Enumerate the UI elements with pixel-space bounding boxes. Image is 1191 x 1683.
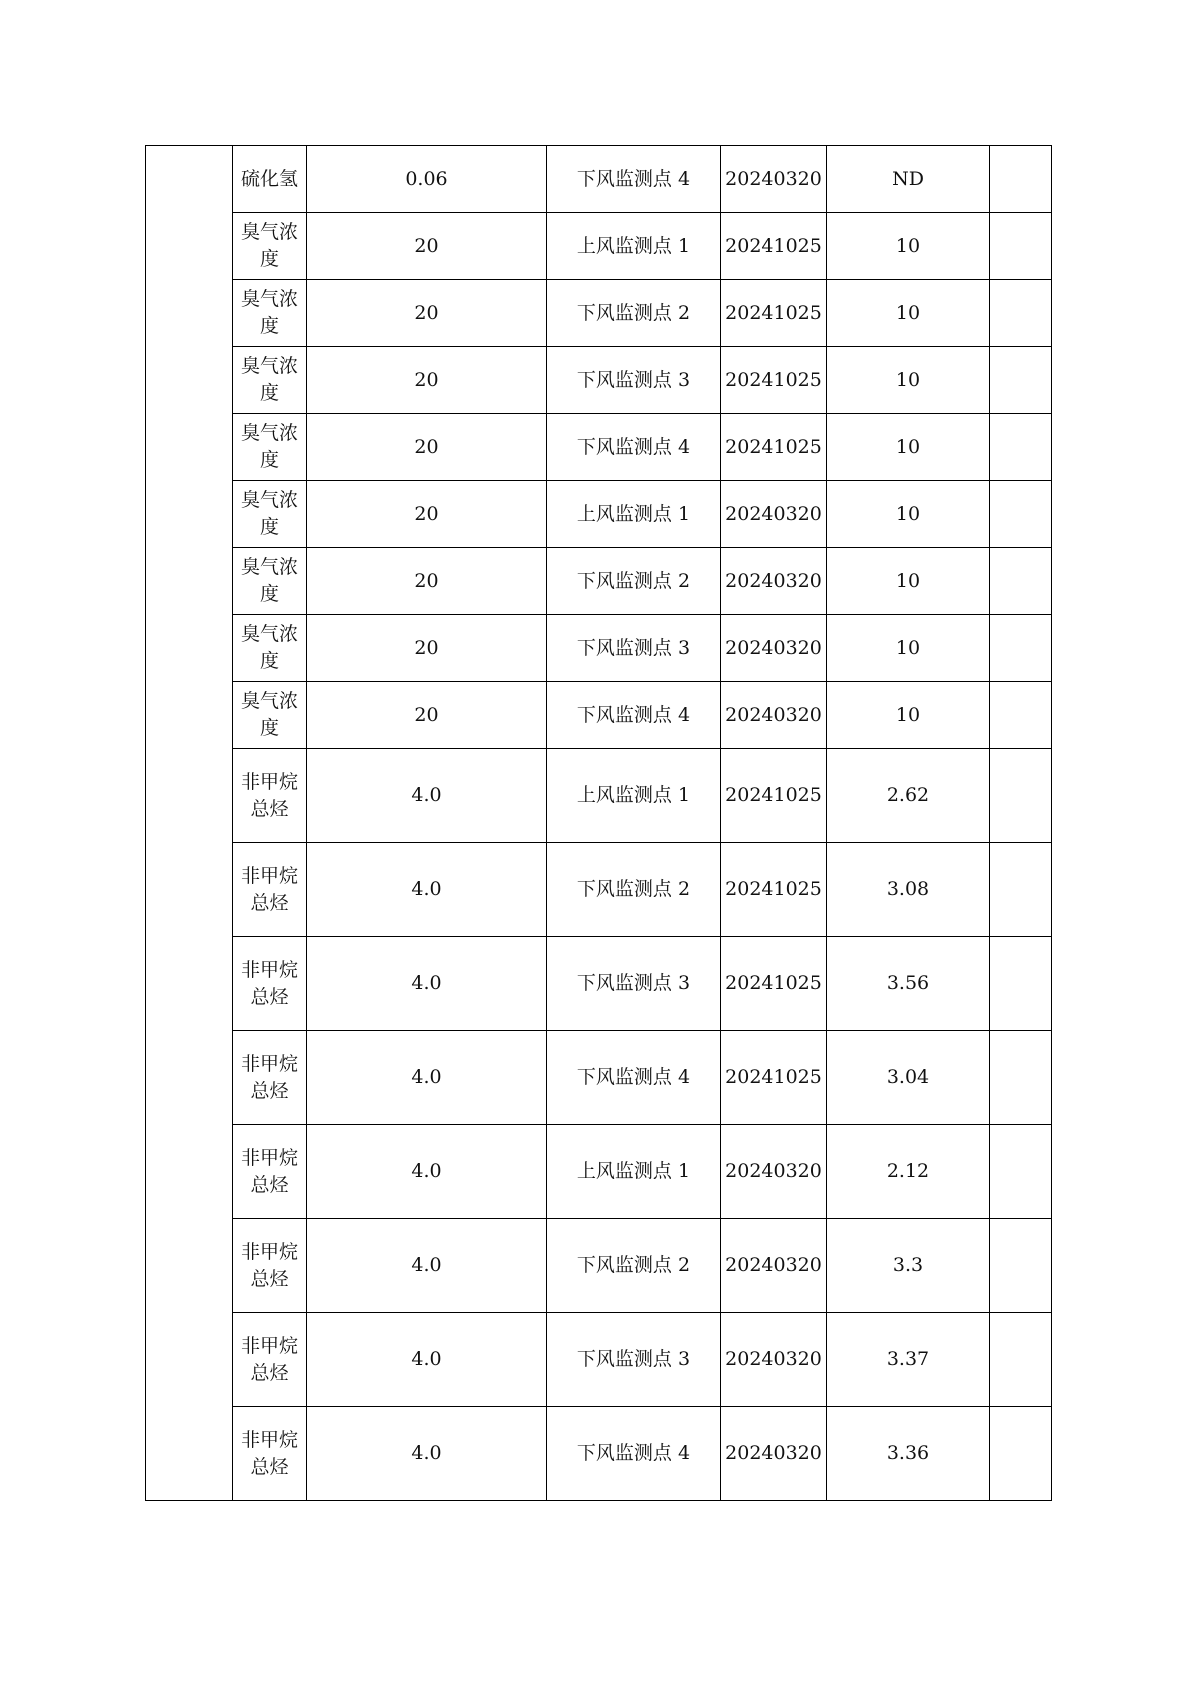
date-cell: 20240320 <box>721 682 827 749</box>
date-cell: 20241025 <box>721 347 827 414</box>
monitoring-table <box>145 145 1052 1501</box>
pollutant-cell: 臭气浓度 <box>233 213 307 280</box>
date-cell: 20241025 <box>721 280 827 347</box>
date-cell: 20241025 <box>721 1031 827 1125</box>
limit-cell: 4.0 <box>307 1125 547 1219</box>
table-row <box>146 1407 1052 1501</box>
table-row <box>146 548 1052 615</box>
pollutant-cell: 非甲烷总烃 <box>233 1407 307 1501</box>
table-row <box>146 682 1052 749</box>
limit-cell: 4.0 <box>307 937 547 1031</box>
table-row <box>146 1219 1052 1313</box>
result-cell: 10 <box>827 280 990 347</box>
monitoring-point-cell: 上风监测点 1 <box>547 1125 721 1219</box>
remark-cell <box>990 843 1052 937</box>
monitoring-point-cell: 下风监测点 4 <box>547 146 721 213</box>
monitoring-point-cell: 下风监测点 3 <box>547 1313 721 1407</box>
limit-cell: 20 <box>307 213 547 280</box>
date-cell: 20240320 <box>721 548 827 615</box>
pollutant-cell: 臭气浓度 <box>233 481 307 548</box>
remark-cell <box>990 937 1052 1031</box>
remark-cell <box>990 1219 1052 1313</box>
monitoring-point-cell: 下风监测点 4 <box>547 414 721 481</box>
remark-cell <box>990 414 1052 481</box>
pollutant-cell: 臭气浓度 <box>233 548 307 615</box>
date-cell: 20241025 <box>721 749 827 843</box>
limit-cell: 20 <box>307 481 547 548</box>
table-row <box>146 481 1052 548</box>
table-row <box>146 1125 1052 1219</box>
monitoring-point-cell: 上风监测点 1 <box>547 213 721 280</box>
date-cell: 20241025 <box>721 213 827 280</box>
monitoring-point-cell: 下风监测点 3 <box>547 615 721 682</box>
result-cell: 3.04 <box>827 1031 990 1125</box>
limit-cell: 4.0 <box>307 1219 547 1313</box>
limit-cell: 4.0 <box>307 843 547 937</box>
monitoring-point-cell: 下风监测点 2 <box>547 548 721 615</box>
monitoring-point-cell: 下风监测点 2 <box>547 280 721 347</box>
remark-cell <box>990 615 1052 682</box>
date-cell: 20241025 <box>721 843 827 937</box>
result-cell: 10 <box>827 548 990 615</box>
result-cell: 2.62 <box>827 749 990 843</box>
remark-cell <box>990 146 1052 213</box>
group-cell <box>146 146 233 1501</box>
table-row <box>146 843 1052 937</box>
result-cell: 3.56 <box>827 937 990 1031</box>
table-row <box>146 280 1052 347</box>
result-cell: 3.3 <box>827 1219 990 1313</box>
pollutant-cell: 非甲烷总烃 <box>233 1031 307 1125</box>
monitoring-point-cell: 上风监测点 1 <box>547 481 721 548</box>
remark-cell <box>990 280 1052 347</box>
result-cell: 10 <box>827 414 990 481</box>
limit-cell: 4.0 <box>307 1313 547 1407</box>
monitoring-point-cell: 下风监测点 3 <box>547 937 721 1031</box>
result-cell: 10 <box>827 481 990 548</box>
remark-cell <box>990 548 1052 615</box>
table-row <box>146 1313 1052 1407</box>
result-cell: 10 <box>827 615 990 682</box>
limit-cell: 20 <box>307 615 547 682</box>
date-cell: 20241025 <box>721 414 827 481</box>
date-cell: 20241025 <box>721 937 827 1031</box>
pollutant-cell: 非甲烷总烃 <box>233 1125 307 1219</box>
result-cell: 2.12 <box>827 1125 990 1219</box>
monitoring-point-cell: 上风监测点 1 <box>547 749 721 843</box>
limit-cell: 20 <box>307 414 547 481</box>
monitoring-point-cell: 下风监测点 4 <box>547 1031 721 1125</box>
limit-cell: 20 <box>307 347 547 414</box>
table-row <box>146 749 1052 843</box>
remark-cell <box>990 682 1052 749</box>
date-cell: 20240320 <box>721 146 827 213</box>
limit-cell: 4.0 <box>307 1031 547 1125</box>
result-cell: 3.37 <box>827 1313 990 1407</box>
table-row <box>146 414 1052 481</box>
result-cell: ND <box>827 146 990 213</box>
table-row <box>146 615 1052 682</box>
pollutant-cell: 非甲烷总烃 <box>233 937 307 1031</box>
table-row <box>146 347 1052 414</box>
remark-cell <box>990 1031 1052 1125</box>
date-cell: 20240320 <box>721 1219 827 1313</box>
result-cell: 10 <box>827 347 990 414</box>
remark-cell <box>990 749 1052 843</box>
limit-cell: 4.0 <box>307 749 547 843</box>
pollutant-cell: 臭气浓度 <box>233 347 307 414</box>
remark-cell <box>990 1125 1052 1219</box>
monitoring-point-cell: 下风监测点 4 <box>547 682 721 749</box>
pollutant-cell: 硫化氢 <box>233 146 307 213</box>
pollutant-cell: 非甲烷总烃 <box>233 843 307 937</box>
result-cell: 3.08 <box>827 843 990 937</box>
table-row <box>146 1031 1052 1125</box>
table-row <box>146 146 1052 213</box>
remark-cell <box>990 213 1052 280</box>
pollutant-cell: 臭气浓度 <box>233 615 307 682</box>
remark-cell <box>990 347 1052 414</box>
result-cell: 10 <box>827 213 990 280</box>
result-cell: 10 <box>827 682 990 749</box>
monitoring-point-cell: 下风监测点 2 <box>547 1219 721 1313</box>
monitoring-point-cell: 下风监测点 4 <box>547 1407 721 1501</box>
pollutant-cell: 臭气浓度 <box>233 280 307 347</box>
remark-cell <box>990 1313 1052 1407</box>
monitoring-point-cell: 下风监测点 3 <box>547 347 721 414</box>
table-row <box>146 213 1052 280</box>
pollutant-cell: 非甲烷总烃 <box>233 1313 307 1407</box>
limit-cell: 0.06 <box>307 146 547 213</box>
date-cell: 20240320 <box>721 615 827 682</box>
pollutant-cell: 非甲烷总烃 <box>233 749 307 843</box>
date-cell: 20240320 <box>721 1313 827 1407</box>
limit-cell: 20 <box>307 548 547 615</box>
pollutant-cell: 非甲烷总烃 <box>233 1219 307 1313</box>
pollutant-cell: 臭气浓度 <box>233 414 307 481</box>
date-cell: 20240320 <box>721 1407 827 1501</box>
monitoring-point-cell: 下风监测点 2 <box>547 843 721 937</box>
pollutant-cell: 臭气浓度 <box>233 682 307 749</box>
table-row <box>146 937 1052 1031</box>
remark-cell <box>990 481 1052 548</box>
limit-cell: 20 <box>307 280 547 347</box>
date-cell: 20240320 <box>721 1125 827 1219</box>
result-cell: 3.36 <box>827 1407 990 1501</box>
limit-cell: 4.0 <box>307 1407 547 1501</box>
date-cell: 20240320 <box>721 481 827 548</box>
limit-cell: 20 <box>307 682 547 749</box>
remark-cell <box>990 1407 1052 1501</box>
